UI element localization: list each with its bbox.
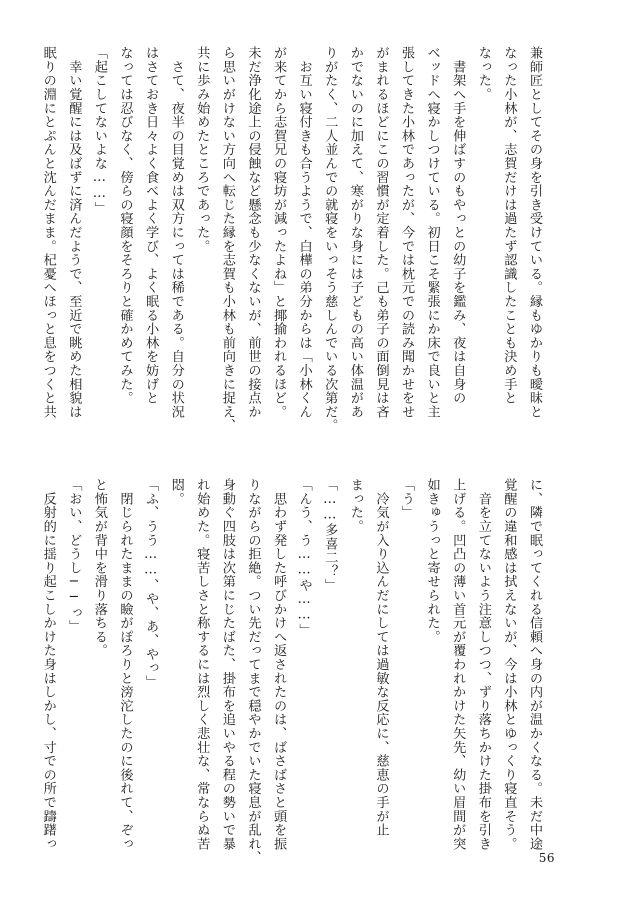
- upper-text-block: [40, 46, 547, 438]
- text-line: りがたく、二人並んでの就寝をいっそう慈しんでいる次第だ。: [322, 46, 338, 433]
- text-line: 幸い覚醒には及ばずに済んだようで、至近で眺めた相貌は: [66, 46, 82, 419]
- text-line: 覚醒の違和感は拭えないが、今は小林とゆっくり寝直そう。: [501, 478, 517, 851]
- text-line: に、隣で眠ってくれる信頼へ身の内が温かくなる。未だ中途: [527, 478, 542, 851]
- text-line: 未だ浄化途上の侵蝕など懸念も少なくないが、前世の接点か: [245, 46, 261, 419]
- text-line: はさておき日々よく食べよく学び、よく眠る小林を妨げと: [143, 46, 159, 405]
- text-line: なっては忍びなく、傍らの寝顔をそろりと確かめてみた。: [117, 46, 133, 405]
- page-number: 56: [538, 851, 555, 865]
- text-line: 悶。: [168, 478, 184, 506]
- text-line: と怖気が背中を滑り落ちる。: [91, 478, 107, 658]
- text-line: 「んう、う……や……」: [296, 478, 312, 637]
- text-line: なった小林が、志賀だけは過たず認識したことも決め手と: [501, 46, 517, 405]
- text-line: お互い寝付きも合うようで、白樺の弟分からは「小林くん: [296, 46, 312, 419]
- text-line: 反射的に揺り起こしかけた身はしかし、寸での所で躊躇っ: [40, 478, 56, 851]
- text-line: 上げる。凹凸の薄い首元が覆われかけた矢先、幼い眉間が突: [450, 478, 466, 851]
- text-line: まった。: [347, 478, 363, 534]
- text-line: 眠りの淵にとぷんと沈んだまま。杞憂へほっと息をつくと共: [40, 46, 56, 419]
- text-line: 張してきた小林であったが、今では枕元での読み聞かせをせ: [399, 46, 415, 419]
- text-line: ベッドへ寝かしつけている。初日こそ緊張にか床で良いと主: [424, 46, 440, 419]
- text-line: 身動ぐ四肢は次第にじたばた、掛布を追いやる程の勢いで暴: [219, 478, 235, 851]
- text-line: 共に歩み始めたところであった。: [194, 46, 210, 253]
- text-line: 「……多喜二？」: [322, 478, 338, 592]
- text-line: が来てから志賀兄の寝坊が減ったよね」と揶揄われるほど。: [271, 46, 287, 419]
- text-line: さて、夜半の目覚めは双方にっては稀である。自分の状況: [168, 46, 184, 419]
- text-line: 「う」: [399, 478, 415, 520]
- text-line: 兼師匠としてその身を引き受けている。縁もゆかりも曖昧と: [527, 46, 542, 419]
- text-line: 冷気が入り込んだにしては過敏な反応に、慈恵の手が止: [373, 478, 389, 837]
- text-line: 「ふ、うう……、や、あ、やっ」: [143, 478, 159, 689]
- text-line: 「起こしてないよな……」: [91, 46, 107, 216]
- text-line: なった。: [475, 46, 491, 102]
- text-line: ら思いがけない方向へ転じた縁を志賀も小林も前向きに捉え、: [219, 46, 235, 433]
- text-line: 思わず発した呼びかけへ返されたのは、ばさばさと頭を振: [271, 478, 287, 851]
- text-line: がまれるほどにこの習慣が定着した。己も弟子の面倒見は吝: [373, 46, 389, 419]
- text-line: 書架へ手を伸ばすのもやっとの幼子を鑑み、夜は自身の: [450, 46, 466, 405]
- text-line: りながらの拒絶。つい先だってまで穏やかでいた寝息が乱れ、: [245, 478, 261, 865]
- lower-text-block: [40, 478, 547, 870]
- text-line: かでないのに加えて、寒がりな身には子どもの高い体温があ: [347, 46, 363, 419]
- text-line: 「おい、どうし──っ」: [66, 478, 82, 634]
- text-line: 閉じられたままの瞼がぽろりと滂沱したのに後れて、ぞっ: [117, 478, 133, 851]
- text-line: 如きゅうっと寄せられた。: [424, 478, 440, 644]
- text-line: 音を立てないよう注意しつつ、ずり落ちかけた掛布を引き: [475, 478, 491, 851]
- text-line: れ始めた。寝苦しさと称するには烈しく悲壮な、常ならぬ苦: [194, 478, 210, 851]
